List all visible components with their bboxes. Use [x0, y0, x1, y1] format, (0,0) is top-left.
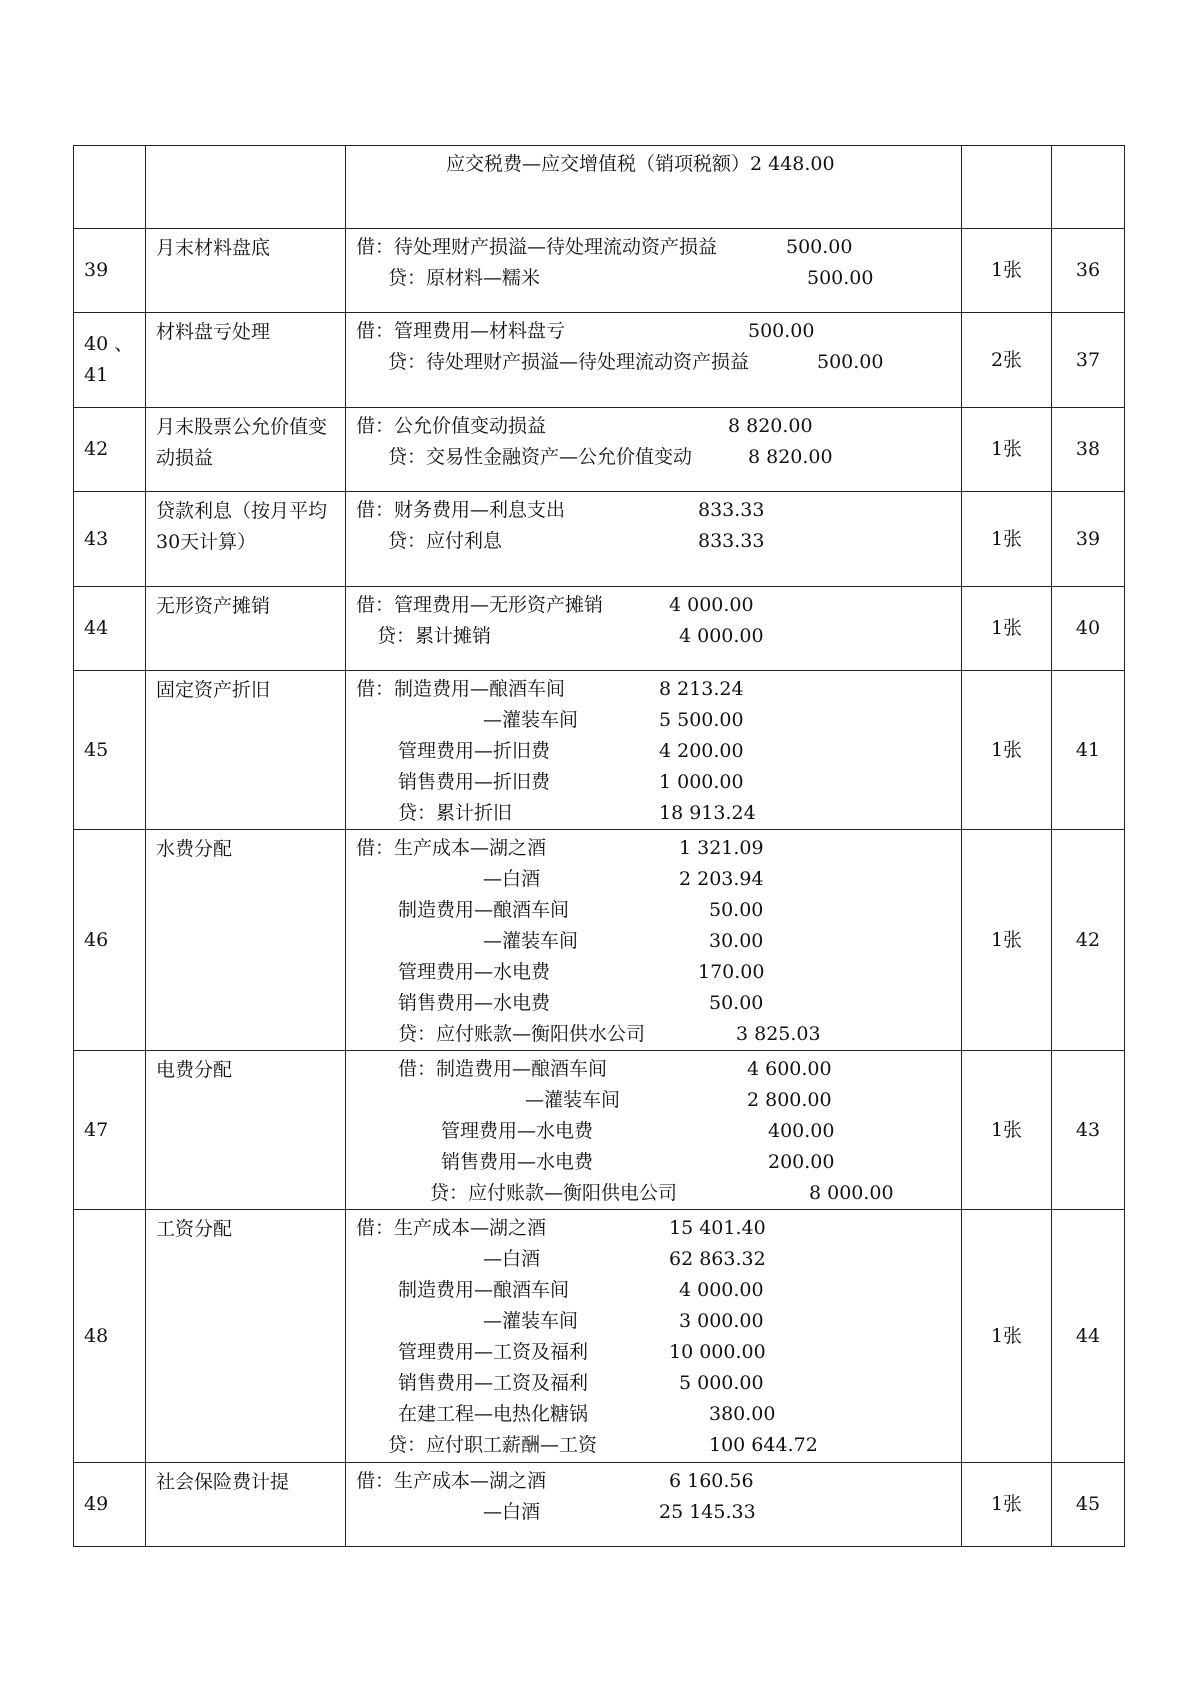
- account-name: 应交税费—应交增值税（销项税额）2 448.00: [446, 153, 835, 175]
- account-name: 制造费用—酿酒车间: [398, 1279, 570, 1301]
- table-row: [74, 671, 1125, 830]
- account-line: [356, 411, 961, 442]
- entry-accounts: [346, 492, 962, 587]
- entry-accounts: [346, 830, 962, 1051]
- attachment-count: 1张: [962, 229, 1052, 313]
- entry-accounts: [346, 1051, 962, 1210]
- account-line: [356, 590, 961, 621]
- account-amount: 8 820.00: [728, 415, 813, 437]
- account-name: 在建工程—电热化糖锅: [398, 1403, 589, 1425]
- entry-number: 42: [74, 408, 146, 492]
- account-name: —灌装车间: [483, 1310, 579, 1332]
- account-name: 销售费用—工资及福利: [398, 1372, 589, 1394]
- account-amount: 500.00: [748, 320, 815, 342]
- account-line: [356, 833, 961, 864]
- account-amount: 500.00: [817, 351, 884, 373]
- account-name: 贷：待处理财产损溢—待处理流动资产损益: [388, 351, 750, 373]
- account-line: [356, 864, 961, 895]
- account-name: 贷：应付利息: [388, 530, 503, 552]
- account-line: [356, 705, 961, 736]
- account-name: 贷：交易性金融资产—公允价值变动: [388, 446, 693, 468]
- account-line: [356, 232, 961, 263]
- account-line: [356, 767, 961, 798]
- account-amount: 500.00: [807, 267, 874, 289]
- account-amount: 2 800.00: [747, 1089, 832, 1111]
- account-name: 贷：累计摊销: [377, 625, 492, 647]
- voucher-number: 37: [1052, 313, 1125, 408]
- account-line: [356, 1466, 961, 1497]
- account-line: [356, 621, 961, 652]
- account-name: 借：制造费用—酿酒车间: [356, 678, 566, 700]
- account-amount: 380.00: [709, 1403, 776, 1425]
- account-line: [356, 1337, 961, 1368]
- account-amount: 500.00: [786, 236, 853, 258]
- account-amount: 4 000.00: [679, 625, 764, 647]
- account-line: [356, 1430, 961, 1461]
- account-line: [356, 957, 961, 988]
- entry-summary: 材料盘亏处理: [146, 313, 346, 408]
- account-line: [356, 526, 961, 557]
- account-amount: 1 321.09: [679, 837, 764, 859]
- entry-accounts: [346, 1210, 962, 1463]
- account-amount: 5 000.00: [679, 1372, 764, 1394]
- table-row: [74, 1210, 1125, 1463]
- account-name: —白酒: [483, 1248, 541, 1270]
- account-amount: 8 213.24: [659, 678, 744, 700]
- entry-summary: 月末材料盘底: [146, 229, 346, 313]
- account-amount: 25 145.33: [659, 1501, 756, 1523]
- account-line: [356, 674, 961, 705]
- account-line: [356, 736, 961, 767]
- account-amount: 4 600.00: [747, 1058, 832, 1080]
- account-amount: 170.00: [698, 961, 765, 983]
- account-amount: 4 000.00: [679, 1279, 764, 1301]
- entry-number: 39: [74, 229, 146, 313]
- account-amount: 8 820.00: [748, 446, 833, 468]
- account-name: 借：生产成本—湖之酒: [356, 837, 547, 859]
- account-line: [356, 442, 961, 473]
- account-amount: 10 000.00: [669, 1341, 766, 1363]
- account-line: [356, 495, 961, 526]
- account-line: [356, 1019, 961, 1050]
- account-name: 借：管理费用—无形资产摊销: [356, 594, 604, 616]
- voucher-number: 41: [1052, 671, 1125, 830]
- account-amount: 15 401.40: [669, 1217, 766, 1239]
- account-amount: 833.33: [698, 499, 765, 521]
- entry-summary: 无形资产摊销: [146, 587, 346, 671]
- account-name: 借：生产成本—湖之酒: [356, 1470, 547, 1492]
- entry-accounts: [346, 1463, 962, 1547]
- entry-number: [74, 146, 146, 229]
- table-row: [74, 229, 1125, 313]
- entry-accounts: [346, 671, 962, 830]
- entry-accounts: [346, 229, 962, 313]
- attachment-count: 1张: [962, 492, 1052, 587]
- attachment-count: 1张: [962, 587, 1052, 671]
- attachment-count: 2张: [962, 313, 1052, 408]
- voucher-number: [1052, 146, 1125, 229]
- account-name: 借：待处理财产损溢—待处理流动资产损益: [356, 236, 718, 258]
- table-row: [74, 1051, 1125, 1210]
- voucher-number: 44: [1052, 1210, 1125, 1463]
- attachment-count: [962, 146, 1052, 229]
- account-line: [356, 263, 961, 294]
- account-amount: 4 200.00: [659, 740, 744, 762]
- account-amount: 5 500.00: [659, 709, 744, 731]
- journal-table-body: [74, 146, 1125, 1547]
- account-line: [356, 1178, 961, 1209]
- entry-summary: 社会保险费计提: [146, 1463, 346, 1547]
- entry-number: 48: [74, 1210, 146, 1463]
- account-amount: 100 644.72: [709, 1434, 818, 1456]
- account-line: [356, 1497, 961, 1528]
- attachment-count: 1张: [962, 1210, 1052, 1463]
- entry-number: 43: [74, 492, 146, 587]
- account-amount: 1 000.00: [659, 771, 744, 793]
- table-row: [74, 587, 1125, 671]
- account-name: 借：制造费用—酿酒车间: [398, 1058, 608, 1080]
- voucher-number: 45: [1052, 1463, 1125, 1547]
- account-name: 销售费用—折旧费: [398, 771, 551, 793]
- account-amount: 30.00: [709, 930, 764, 952]
- account-amount: 400.00: [768, 1120, 835, 1142]
- account-name: 借：公允价值变动损益: [356, 415, 547, 437]
- account-name: 贷：原材料—糯米: [388, 267, 541, 289]
- account-amount: 3 000.00: [679, 1310, 764, 1332]
- account-name: 贷：应付职工薪酬—工资: [388, 1434, 598, 1456]
- attachment-count: 1张: [962, 830, 1052, 1051]
- table-row: [74, 1463, 1125, 1547]
- entry-summary: 固定资产折旧: [146, 671, 346, 830]
- account-name: —白酒: [483, 1501, 541, 1523]
- entry-summary: [146, 146, 346, 229]
- account-line: [356, 895, 961, 926]
- table-row: [74, 492, 1125, 587]
- account-name: —灌装车间: [483, 930, 579, 952]
- account-amount: 4 000.00: [669, 594, 754, 616]
- account-amount: 62 863.32: [669, 1248, 766, 1270]
- account-line: [356, 1054, 961, 1085]
- entry-number: 46: [74, 830, 146, 1051]
- account-name: 借：管理费用—材料盘亏: [356, 320, 566, 342]
- account-name: 制造费用—酿酒车间: [398, 899, 570, 921]
- entry-accounts: [346, 587, 962, 671]
- attachment-count: 1张: [962, 1463, 1052, 1547]
- entry-summary: 水费分配: [146, 830, 346, 1051]
- voucher-number: 39: [1052, 492, 1125, 587]
- attachment-count: 1张: [962, 408, 1052, 492]
- entry-accounts: [346, 146, 962, 229]
- voucher-number: 40: [1052, 587, 1125, 671]
- entry-summary: 工资分配: [146, 1210, 346, 1463]
- voucher-number: 43: [1052, 1051, 1125, 1210]
- account-line: [356, 1116, 961, 1147]
- account-name: 贷：应付账款—衡阳供水公司: [398, 1023, 646, 1045]
- account-name: 销售费用—水电费: [398, 992, 551, 1014]
- account-name: 借：财务费用—利息支出: [356, 499, 566, 521]
- account-line: [356, 1275, 961, 1306]
- account-name: —白酒: [483, 868, 541, 890]
- account-name: 管理费用—工资及福利: [398, 1341, 589, 1363]
- account-amount: 8 000.00: [809, 1182, 894, 1204]
- entry-number: 40 、41: [74, 313, 146, 408]
- table-row: [74, 313, 1125, 408]
- entry-summary: 电费分配: [146, 1051, 346, 1210]
- account-line: [356, 926, 961, 957]
- account-line: [356, 1368, 961, 1399]
- account-name: 管理费用—折旧费: [398, 740, 551, 762]
- account-name: —灌装车间: [483, 709, 579, 731]
- entry-number: 47: [74, 1051, 146, 1210]
- account-name: 借：生产成本—湖之酒: [356, 1217, 547, 1239]
- account-name: 贷：累计折旧: [398, 802, 513, 824]
- account-amount: 200.00: [768, 1151, 835, 1173]
- account-amount: 3 825.03: [736, 1023, 821, 1045]
- account-amount: 833.33: [698, 530, 765, 552]
- account-amount: 6 160.56: [669, 1470, 754, 1492]
- account-amount: 2 203.94: [679, 868, 764, 890]
- attachment-count: 1张: [962, 1051, 1052, 1210]
- account-name: —灌装车间: [525, 1089, 621, 1111]
- table-row: [74, 830, 1125, 1051]
- entry-summary: 月末股票公允价值变动损益: [146, 408, 346, 492]
- account-line: [356, 1244, 961, 1275]
- account-name: 管理费用—水电费: [441, 1120, 594, 1142]
- account-name: 销售费用—水电费: [441, 1151, 594, 1173]
- voucher-number: 42: [1052, 830, 1125, 1051]
- account-line: [356, 1213, 961, 1244]
- voucher-number: 38: [1052, 408, 1125, 492]
- account-line: [356, 798, 961, 829]
- account-line: [356, 149, 961, 180]
- account-line: [356, 1147, 961, 1178]
- account-name: 管理费用—水电费: [398, 961, 551, 983]
- account-line: [356, 316, 961, 347]
- voucher-number: 36: [1052, 229, 1125, 313]
- account-line: [356, 1306, 961, 1337]
- account-amount: 18 913.24: [659, 802, 756, 824]
- account-line: [356, 347, 961, 378]
- attachment-count: 1张: [962, 671, 1052, 830]
- table-row: [74, 146, 1125, 229]
- entry-summary: 贷款利息（按月平均30天计算）: [146, 492, 346, 587]
- entry-number: 45: [74, 671, 146, 830]
- account-line: [356, 1399, 961, 1430]
- table-row: [74, 408, 1125, 492]
- account-line: [356, 988, 961, 1019]
- entry-number: 44: [74, 587, 146, 671]
- account-amount: 50.00: [709, 992, 764, 1014]
- journal-table: [73, 145, 1125, 1547]
- account-line: [356, 1085, 961, 1116]
- entry-number: 49: [74, 1463, 146, 1547]
- entry-accounts: [346, 313, 962, 408]
- account-amount: 50.00: [709, 899, 764, 921]
- account-name: 贷：应付账款—衡阳供电公司: [430, 1182, 678, 1204]
- entry-accounts: [346, 408, 962, 492]
